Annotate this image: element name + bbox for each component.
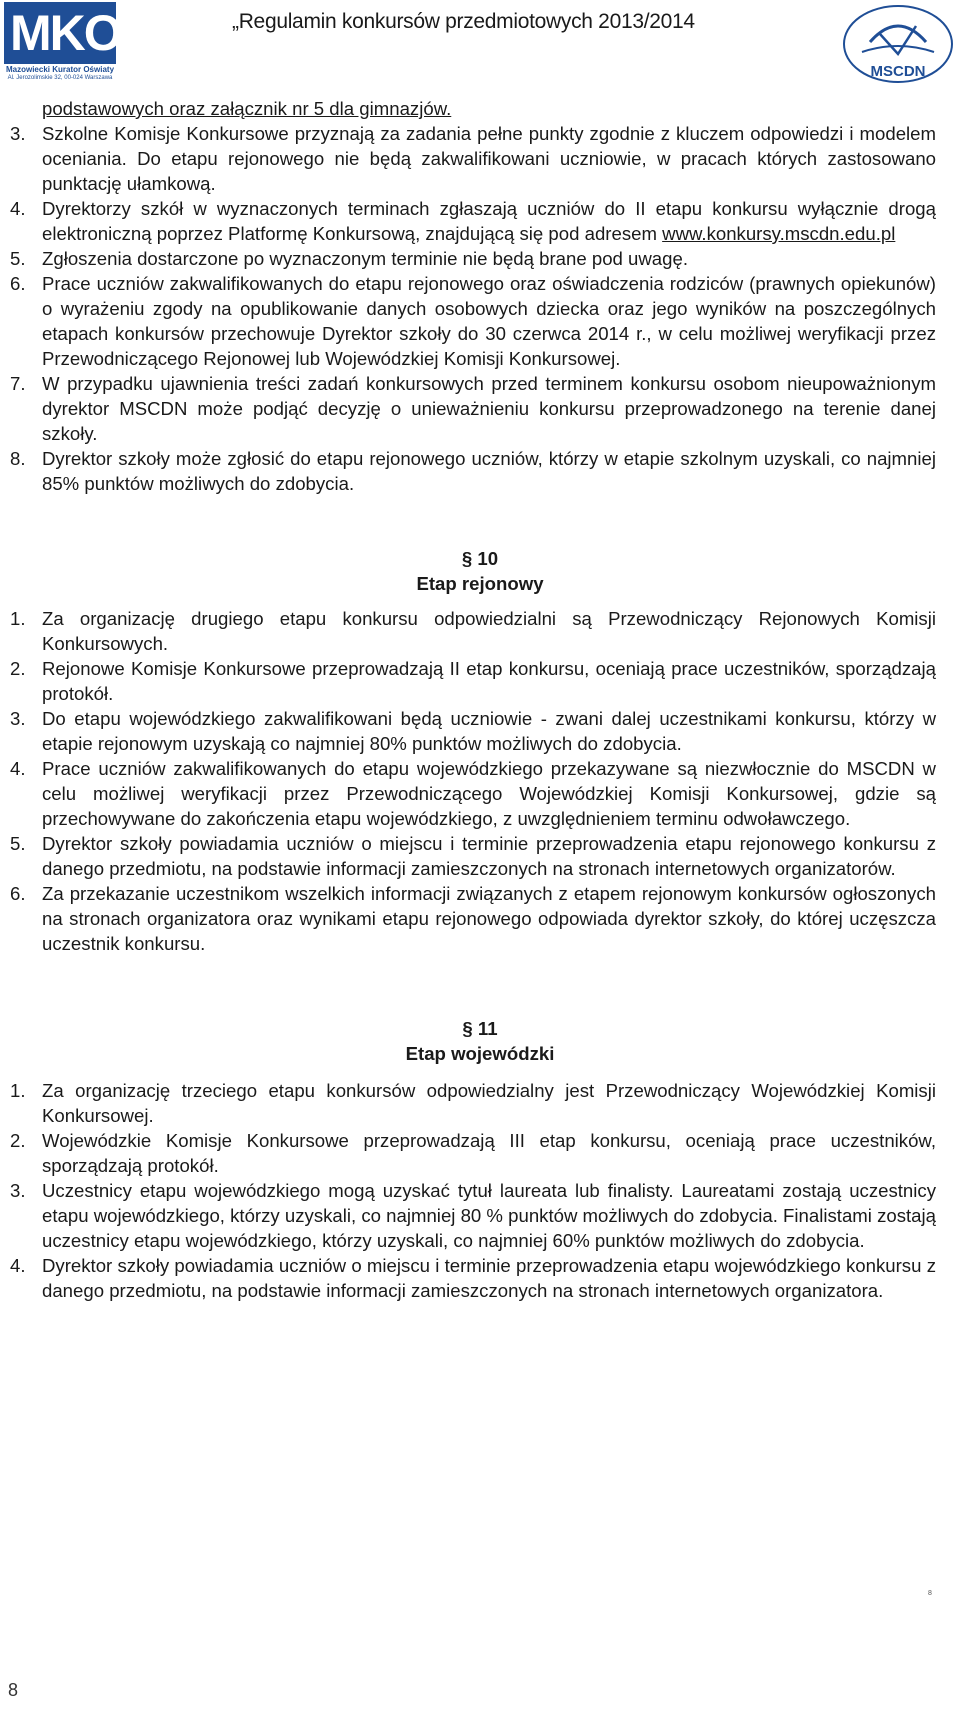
list-item: 2. Wojewódzkie Komisje Konkursowe przeprowadzają III etap konkursu, oceniają prace uczestników, sporządzają protokół. — [10, 1130, 936, 1176]
section-11-number: § 11 — [462, 1018, 498, 1039]
list-item: 4. Dyrektorzy szkół w wyznaczonych terminach zgłaszają uczniów do II etapu konkursu wyłącznie drogą elektroniczną poprzez Platformę Konkursową, znajdującą się pod adresem www.konkursy.mscdn.edu.pl — [10, 198, 936, 244]
mko-logo-caption: Mazowiecki Kurator Oświaty — [5, 65, 115, 74]
list-item: 7. W przypadku ujawnienia treści zadań konkursowych przed terminem konkursu osobom nieupoważnionym dyrektor MSCDN może podjąć decyzję o unieważnieniu konkursu przeprowadzonego na terenie danej szkoły. — [10, 373, 936, 444]
mko-logo-address: Al. Jerozolimskie 32, 00-024 Warszawa — [7, 75, 113, 81]
list-item: 4. Dyrektor szkoły powiadamia uczniów o miejscu i terminie przeprowadzenia etapu wojewódzkiego konkursu z danego przedmiotu, na podstawie informacji zamieszczonych na stronach internetowych organizatora. — [10, 1255, 936, 1301]
mko-logo-text: MKO — [10, 5, 121, 61]
list-item: 6. Prace uczniów zakwalifikowanych do etapu rejonowego oraz oświadczenia rodziców (prawnych opiekunów) o wyrażeniu zgody na opublikowanie danych osobowych dziecka oraz jego wyników na poszczególnych etapach konkursów przechowuje Dyrektor szkoły do 30 czerwca 2014 r., w celu możliwej weryfikacji przez Przewodniczącego Rejonowej lub Wojewódzkiej Komisji Konkursowej. — [10, 273, 936, 369]
list-item: 5. Dyrektor szkoły powiadamia uczniów o miejscu i terminie przeprowadzenia etapu rejonowego konkursu z danego przedmiotu, na podstawie informacji zamieszczonych na stronach internetowych organizatorów. — [10, 833, 936, 879]
mscdn-logo — [840, 4, 956, 88]
list-item: 6. Za przekazanie uczestnikom wszelkich informacji związanych z etapem rejonowym konkursów ogłoszonych na stronach organizatora oraz wynikami etapu rejonowego odpowiada dyrektor szkoły, do której uczęszcza uczestnik konkursu. — [10, 883, 936, 954]
continuation-line: podstawowych oraz załącznik nr 5 dla gimnazjów. — [42, 98, 452, 119]
document-body — [0, 96, 960, 1303]
list-item: 3. Do etapu wojewódzkiego zakwalifikowani będą uczniowie - zwani dalej uczestnikami konkursu, którzy w etapie rejonowym uzyskają co najmniej 80% punktów możliwych do zdobycia. — [10, 708, 936, 754]
list-item: 5. Zgłoszenia dostarczone po wyznaczonym terminie nie będą brane pod uwagę. — [10, 248, 688, 269]
list-item: 2. Rejonowe Komisje Konkursowe przeprowadzają II etap konkursu, oceniają prace uczestników, sporządzają protokół. — [10, 658, 936, 704]
page-number: 8 — [8, 1680, 19, 1700]
header-title: „Regulamin konkursów przedmiotowych 2013/2014 — [232, 10, 695, 33]
section-10-title: Etap rejonowy — [416, 573, 544, 594]
page-number-small: 8 — [928, 1590, 932, 1597]
mko-logo-badge — [4, 2, 121, 64]
list-item: 8. Dyrektor szkoły może zgłosić do etapu rejonowego uczniów, którzy w etapie szkolnym uzyskali, co najmniej 85% punktów możliwych do zdobycia. — [10, 448, 936, 494]
list-item: 1. Za organizację drugiego etapu konkursu odpowiedzialni są Przewodniczący Rejonowych Komisji Konkursowych. — [10, 608, 936, 654]
mscdn-logo-graphic — [840, 4, 956, 88]
mscdn-logo-text: MSCDN — [870, 63, 926, 80]
page-header — [0, 0, 960, 90]
list-item: 3. Uczestnicy etapu wojewódzkiego mogą uzyskać tytuł laureata lub finalisty. Laureatami zostają uczestnicy etapu wojewódzkiego, którzy uzyskali, co najmniej 80 % punktów możliwych do zdobycia. Finalistami zostają uczestnicy etapu wojewódzkiego, którzy uzyskali, co najmniej 60% punktów możliwych do zdobycia. — [10, 1180, 936, 1251]
list-item: 4. Prace uczniów zakwalifikowanych do etapu wojewódzkiego przekazywane są niezwłocznie do MSCDN w celu możliwej weryfikacji przez Przewodniczącego Wojewódzkiej Komisji Konkursowej, gdzie są przechowywane do zakończenia etapu wojewódzkiego, z uwzględnieniem terminu odwoławczego. — [10, 758, 936, 829]
section-11-title: Etap wojewódzki — [405, 1043, 555, 1064]
platform-link[interactable]: www.konkursy.mscdn.edu.pl — [662, 223, 896, 244]
list-item: 3. Szkolne Komisje Konkursowe przyznają za zadania pełne punkty zgodnie z kluczem odpowiedzi i modelem oceniania. Do etapu rejonowego nie będą zakwalifikowani uczniowie, w pracach których zastosowano punktację ułamkową. — [10, 123, 936, 194]
section-10-number: § 10 — [461, 548, 499, 569]
list-item: 1. Za organizację trzeciego etapu konkursów odpowiedzialny jest Przewodniczący Wojewódzkiej Komisji Konkursowej. — [10, 1080, 936, 1126]
mko-logo — [4, 2, 121, 84]
